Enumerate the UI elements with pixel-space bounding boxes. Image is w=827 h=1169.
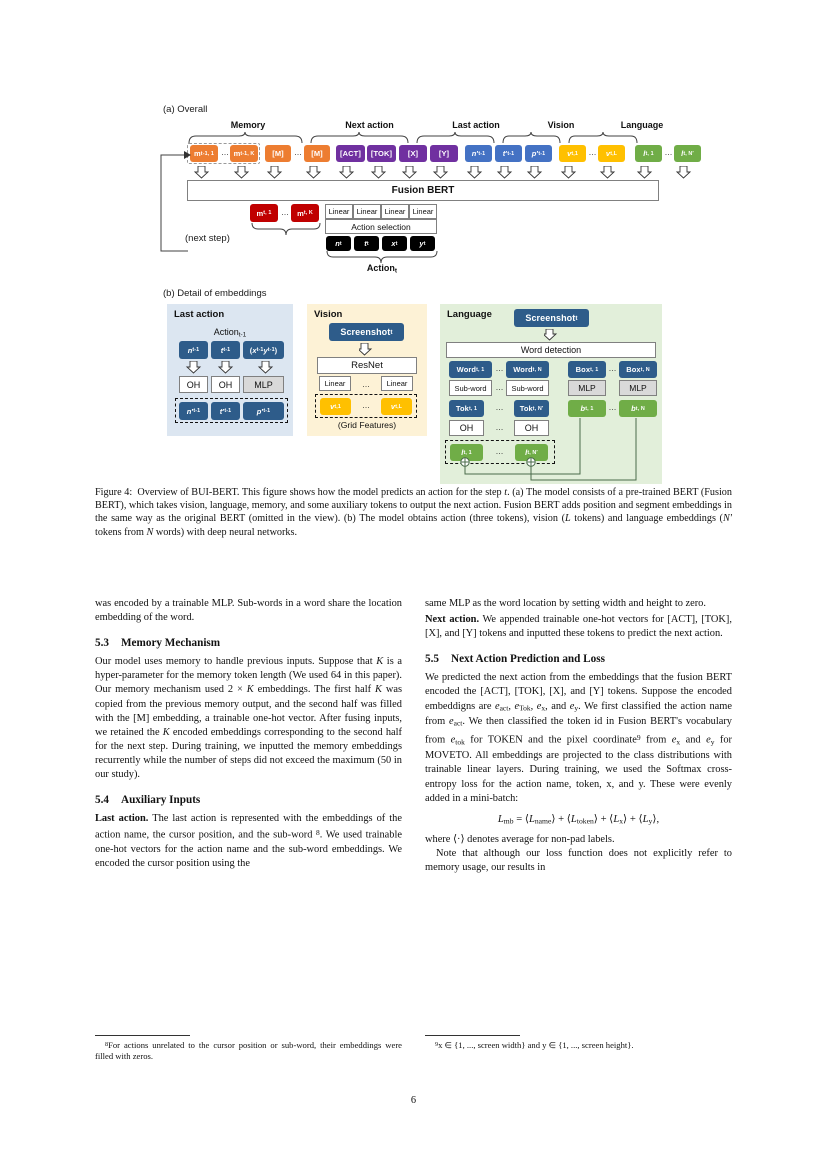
caption-text-4: tokens from [95,526,147,538]
action-out-token: t t [354,236,379,251]
caption-math-Nprime: N′ [722,513,732,525]
token-memory-k: m t-1, K [230,145,258,162]
footnote-9-marker: 9 [435,1041,439,1048]
right-para-55a: We predicted the next action from the embeddings that the fusion BERT encoded the [ACT], [TOK], [X], and [Y] tokens. Suppose the encoded embeddigns are [425,672,732,712]
next-step-label: (next step) [185,233,230,244]
language-emb-n: l t, N′ [515,444,548,461]
group-label-last-action: Last action [452,120,500,130]
left-para-53d: was copied from the previous memory output, and the second half was filled with the [M] embedding, a trainable one-hot vector. After fusing inputs, we retained the [95,684,402,738]
language-word-detection: Word detection [446,342,656,358]
section-5-5-number: 5.5 [425,653,439,666]
action-out-name: n t [326,236,351,251]
footnote-marker-8: 8 [316,828,320,838]
panel-language-title: Language [447,309,492,320]
last-action-oh-2: OH [211,376,240,393]
memory-ellipsis-2: … [294,148,302,157]
footnote-right [425,1035,732,1051]
token-act: [ACT] [336,145,365,162]
token-tok: [TOK] [367,145,396,162]
left-para-5-4 [95,812,402,871]
token-last-action-name: n ′ t-1 [465,145,492,162]
language-emb-1: l t, 1 [450,444,483,461]
action-group-label: Action$_t$ [366,263,398,275]
panel-vision-title: Vision [314,309,343,320]
footnote-left [95,1035,402,1062]
figure-4 [95,100,732,490]
group-label-memory: Memory [230,120,266,130]
action-selection-box: Action selection [325,219,437,234]
fusion-bert-bar: Fusion BERT [187,180,659,201]
panel-last-action-title: Last action [174,309,225,320]
footnote-8-body: For actions unrelated to the cursor position or sub-word, their embeddings were filled with zeros. [95,1040,402,1062]
language-emb-ellipsis: … [495,447,504,456]
input-arrows [187,166,707,179]
left-continuation-para: was encoded by a trainable MLP. Sub-words in a word share the location embedding of the word. [95,598,402,624]
vision-ellipsis: … [588,148,597,157]
language-tok-n: Tok t, N′ [514,400,549,417]
language-box-emb-n: b t, N [619,400,657,417]
footnote-9-text [425,1039,732,1051]
language-oh-1: OH [449,420,484,436]
right-para-next-action-body: We appended trainable one-hot vectors for [ACT], [TOK], [X], and [Y] tokens and inputted these tokens to predict the next action. [425,614,732,640]
right-para-next-action [425,613,732,641]
body-column-left [95,597,402,871]
language-subword-ellipsis: … [495,383,504,392]
vision-feature-ellipsis: … [362,401,370,410]
token-memory-1: m t-1, 1 [190,145,218,162]
language-mlp-1: MLP [568,380,606,396]
last-action-input-token: t t-1 [211,341,240,359]
vision-resnet: ResNet [317,357,417,374]
left-para-53b: is a hyper-parameter for the memory token length (We used 64 in this paper). Our memory mechanism used 2 × [95,656,402,696]
language-box-n: Box t, N [619,361,657,378]
language-box-ellipsis: … [608,364,617,373]
caption-math-N: N [146,526,154,538]
group-label-next-action: Next action [345,120,394,130]
caption-text-1: Overview of BUI-BERT. This figure shows how the model predicts an action for the step [137,487,505,498]
language-word-1: Word t, 1 [449,361,492,378]
panel-last-action [167,304,293,436]
last-action-action-label: Action$_{t-1}$ [213,327,247,339]
language-sum-routing [440,304,662,484]
right-para-55e: from [640,734,672,746]
right-para-note: Note that although our loss function does not explicitly refer to memory usage, our results in [425,847,732,873]
vision-feature-1: v t,1 [320,398,351,415]
language-subword-n: Sub-word [506,380,549,396]
linear-head-3: Linear [381,204,409,219]
vision-screenshot: Screenshot t [329,323,404,341]
language-tok-ellipsis: … [495,403,504,412]
page-number: 6 [410,1095,417,1106]
memory-out-brace [250,223,322,236]
section-heading-5-5 [425,652,732,666]
group-label-language: Language [620,120,664,130]
section-heading-5-4 [95,793,402,807]
caption-math-t: t [504,487,508,498]
memory-out-1: m t, 1 [250,204,278,222]
token-vision-l: v t,L [598,145,625,162]
right-para-55f: and [680,734,707,746]
token-y: [Y] [430,145,458,162]
left-para-5-3: Our model uses memory to handle previous inputs. Suppose that K is a hyper-parameter for the memory token length (We used 64 in this paper). Our memory mechanism used 2 × K embeddings. The first half K was copied from the previous memory output, and the second half was filled with the [M] embedding, a trainable one-hot vector. After fusing inputs, we retained the K encoded embeddings corresponding to the second half for the next step. During training, we inputted the memory embeddings recurrently while the number of steps did not exceed the maximum (50 in our study). [95,656,402,781]
left-para-53c: embeddings. The first half [253,684,375,696]
token-x: [X] [399,145,427,162]
memory-recurrence-arrow [155,144,195,264]
section-5-3-title: Memory Mechanism [121,637,221,650]
figure-part-a-label: (a) Overall [163,104,208,115]
language-box-1: Box t, 1 [568,361,606,378]
right-para-5-5: We predicted the next action from the embeddings that the fusion BERT encoded the [ACT], [TOK], [X], and [Y] tokens. Suppose the encoded embeddigns are $e_{act}$, $e_{Tok}$, $e_x$, and $e_y$. We first classified the action name from $e_{act}$. We then classified the token id in Fusion BERT's vocabulary from $e_{tok}$ for TOKEN and the pixel coordinate$^9$ from $e_x$ and $e_y$ for MOVETO. All embeddings are projected to the class distributions with trainable linear layers. During training, we used the Softmax cross-entropy loss for the action name, token, x, and y. These were evenly added in a mini-batch: [425,672,733,804]
language-box-emb-1: b t, 1 [568,400,606,417]
figure-part-b-label: (b) Detail of embeddings [163,288,267,299]
token-last-action-token: t ′ t-1 [495,145,522,162]
next-action-runin: Next action. [425,614,480,626]
group-label-vision: Vision [547,120,575,130]
caption-label: Figure 4: [95,487,133,498]
footnote-rule-left [95,1035,190,1036]
linear-head-1: Linear [325,204,353,219]
left-para-54a: The last action is represented with the embeddings of the action name, the cursor position, and the sub-word [95,813,402,841]
memory-out-ellipsis: … [281,208,289,217]
caption-text-3: tokens) and language embeddings ( [570,513,723,525]
action-out-y: y t [410,236,435,251]
vision-linear-l: Linear [381,376,413,391]
right-para-55g: for MOVETO. All embeddings are projected to the class distributions with trainable linear layers. During training, we used the Softmax cross-entropy loss for the action name, token, x, and y. These were evenly added in a mini-batch: [425,734,733,804]
language-word-ellipsis: … [495,364,504,373]
vision-feature-l: v t,L [381,398,412,415]
token-vision-1: v t,1 [559,145,586,162]
left-para-53a: Our model uses memory to handle previous inputs. Suppose that [95,656,377,668]
last-action-oh-1: OH [179,376,208,393]
caption-math-L: L [564,513,571,525]
linear-head-2: Linear [353,204,381,219]
panel-language [440,304,662,484]
token-last-action-pos: p ′ t-1 [525,145,552,162]
language-oh-ellipsis: … [495,423,504,432]
right-para-55d: for TOKEN and the pixel coordinate [464,734,637,746]
last-action-out-pos: p ′ t-1 [243,402,284,420]
footnote-8-text [95,1039,402,1062]
language-screenshot: Screenshot t [514,309,589,327]
body-column-right [425,597,732,875]
language-tok-1: Tok t, 1 [449,400,484,417]
action-out-x: x t [382,236,407,251]
section-5-4-title: Auxiliary Inputs [121,794,201,807]
token-language-1: l t, 1 [635,145,662,162]
right-continuation-para: same MLP as the word location by setting width and height to zero. [425,598,706,609]
language-word-n: Word t, N [506,361,549,378]
last-action-input-pos: ( x t-1 y t-1 ) [243,341,284,359]
section-5-5-title: Next Action Prediction and Loss [451,653,605,666]
language-oh-n: OH [514,420,549,436]
equation-loss: $L_{mb}$ = $⟨L_{name}⟩$ + $⟨L_{token}⟩$ + $⟨L_x⟩$ + $⟨L_y⟩$, [497,813,660,826]
group-braces [187,132,687,144]
linear-head-4: Linear [409,204,437,219]
language-box-emb-ellipsis: … [608,403,617,412]
right-para-55b: . We first classified the action name from [425,700,732,728]
token-mask-k: [M] [304,145,330,162]
last-action-input-name: n t-1 [179,341,208,359]
last-action-mlp: MLP [243,376,284,393]
token-language-n: l t, N′ [674,145,701,162]
vision-linear-ellipsis: … [362,380,370,389]
panel-vision [307,304,427,436]
section-heading-5-3 [95,636,402,650]
memory-ellipsis-1: … [221,148,229,157]
footnote-marker-9: 9 [636,733,641,743]
footnote-8-marker: 8 [105,1041,109,1048]
language-mlp-n: MLP [619,380,657,396]
last-action-arrows [179,361,289,374]
left-para-53e: encoded embeddings corresponding to the second half for the next step. During training, we inputted the memory embeddings recurrently while the number of steps did not exceed the maximum (50 in our study). [95,726,402,781]
last-action-out-token: t ′ t-1 [211,402,240,420]
right-para-after-eq: where ⟨·⟩ denotes average for non-pad labels. [425,833,615,845]
language-subword-1: Sub-word [449,380,492,396]
section-5-3-number: 5.3 [95,637,109,650]
section-5-4-number: 5.4 [95,794,109,807]
footnote-rule-right [425,1035,520,1036]
footnote-9-body: x ∈ {1, ..., screen width} and y ∈ {1, ..., screen height}. [438,1040,634,1051]
token-mask-1: [M] [265,145,291,162]
last-action-out-name: n ′ t-1 [179,402,208,420]
last-action-runin: Last action. [95,813,149,825]
figure-caption [95,486,732,539]
vision-linear-1: Linear [319,376,351,391]
vision-arrow [359,343,375,356]
memory-out-k: m t, K [291,204,319,222]
caption-text-2: . (a) The model consists of a pre-trained BERT (Fusion BERT), which takes vision, language, memory, and some auxiliary tokens to output the next action. Fusion BERT adds position and segment embeddings in the same way as the original BERT (omitted in the view). (b) The model obtains action (three tokens), vision ( [95,487,732,525]
right-para-55c: . We then classified the token id in Fusion BERT's vocabulary from [425,716,732,746]
language-ellipsis: … [664,148,673,157]
caption-text-5: words) with deep neural networks. [153,526,298,538]
vision-grid-features-note: (Grid Features) [337,420,397,430]
left-para-54b: . We used trainable one-hot vectors for the action name and the sub-word embeddings. We encoded the cursor position using the [95,829,402,870]
